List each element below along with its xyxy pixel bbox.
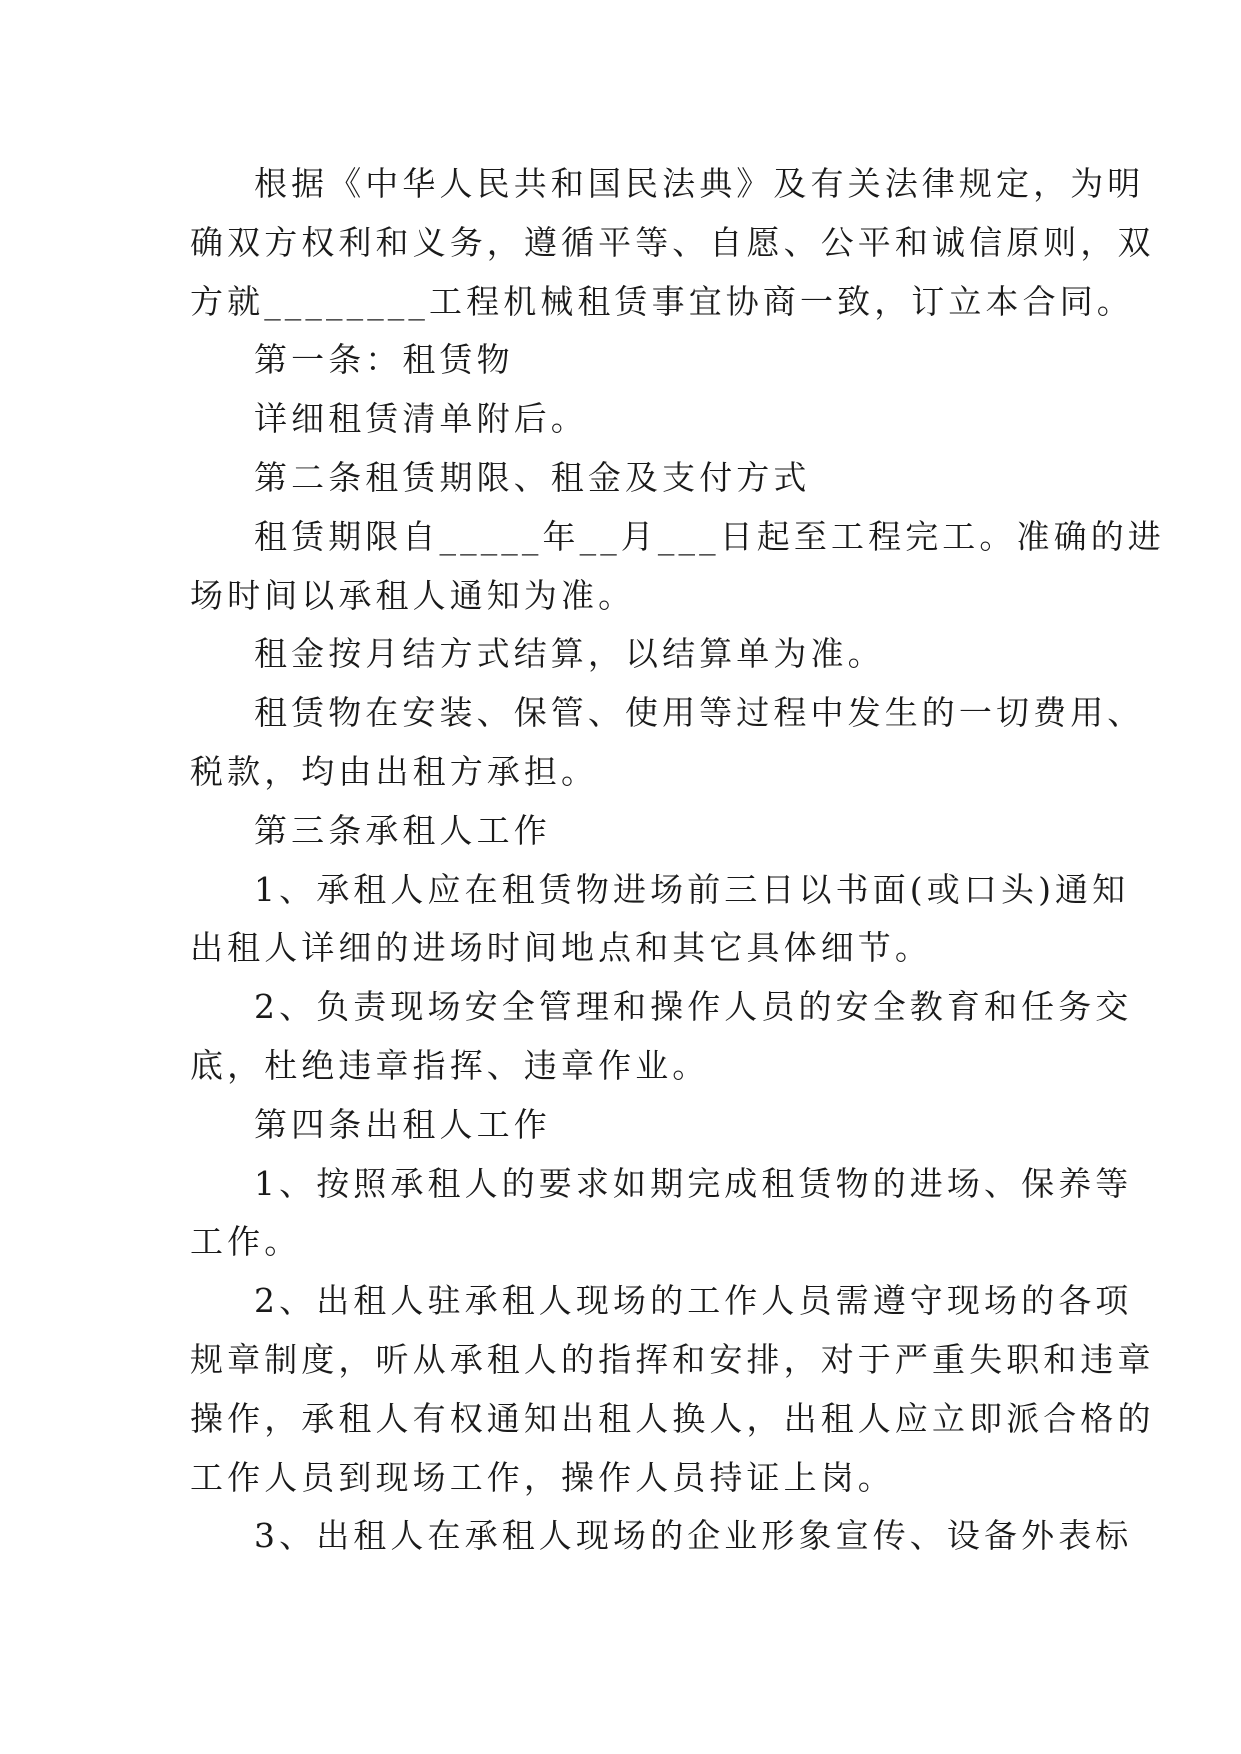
text-line: 2、负责现场安全管理和操作人员的安全教育和任务交 bbox=[254, 987, 1133, 1027]
article-4-item-2 bbox=[190, 1272, 1155, 1507]
text-line: 1、按照承租人的要求如期完成租赁物的进场、保养等 bbox=[254, 1163, 1133, 1203]
text-line: 方就________工程机械租赁事宜协商一致，订立本合同。 bbox=[190, 281, 1134, 321]
text-line: 2、出租人驻承租人现场的工作人员需遵守现场的各项 bbox=[254, 1281, 1133, 1321]
article-2-costs-paragraph bbox=[190, 684, 1145, 802]
article-4-item-3 bbox=[190, 1507, 1133, 1566]
text-line: 3、出租人在承租人现场的企业形象宣传、设备外表标 bbox=[254, 1516, 1133, 1556]
text-line: 第二条租赁期限、租金及支付方式 bbox=[254, 457, 811, 497]
text-line: 底，杜绝违章指挥、违章作业。 bbox=[190, 1045, 710, 1085]
text-line: 场时间以承租人通知为准。 bbox=[190, 575, 636, 615]
text-line: 工作人员到现场工作，操作人员持证上岗。 bbox=[190, 1457, 895, 1497]
article-3-heading bbox=[190, 802, 1060, 861]
article-2-term-paragraph bbox=[190, 508, 1165, 626]
text-line: 1、承租人应在租赁物进场前三日以书面(或口头)通知 bbox=[254, 869, 1130, 909]
text-line: 租赁物在安装、保管、使用等过程中发生的一切费用、 bbox=[254, 693, 1145, 733]
article-4-item-1 bbox=[190, 1155, 1133, 1273]
preamble-paragraph bbox=[190, 155, 1155, 331]
text-line: 出租人详细的进场时间地点和其它具体细节。 bbox=[190, 928, 932, 968]
text-line: 租金按月结方式结算，以结算单为准。 bbox=[254, 634, 885, 674]
text-line: 税款，均由出租方承担。 bbox=[190, 751, 599, 791]
text-line: 第四条出租人工作 bbox=[254, 1104, 551, 1144]
text-line: 操作，承租人有权通知出租人换人，出租人应立即派合格的 bbox=[190, 1398, 1155, 1438]
article-4-heading bbox=[190, 1096, 1060, 1155]
text-line: 确双方权利和义务，遵循平等、自愿、公平和诚信原则，双 bbox=[190, 222, 1155, 262]
article-3-item-1 bbox=[190, 861, 1130, 979]
article-1-heading bbox=[190, 331, 1060, 390]
article-1-body bbox=[190, 390, 1060, 449]
text-line: 根据《中华人民共和国民法典》及有关法律规定，为明 bbox=[254, 164, 1145, 203]
text-line: 第一条：租赁物 bbox=[254, 340, 514, 380]
article-2-heading bbox=[190, 449, 1060, 508]
text-line: 详细租赁清单附后。 bbox=[254, 399, 588, 439]
article-3-item-2 bbox=[190, 978, 1133, 1096]
text-line: 工作。 bbox=[190, 1222, 302, 1262]
text-line: 第三条承租人工作 bbox=[254, 810, 551, 850]
text-line: 租赁期限自_____年__月___日起至工程完工。准确的进 bbox=[254, 516, 1165, 556]
text-line: 规章制度，听从承租人的指挥和安排，对于严重失职和违章 bbox=[190, 1339, 1155, 1379]
contract-body bbox=[190, 155, 1165, 1566]
article-2-rent-paragraph bbox=[190, 625, 1060, 684]
